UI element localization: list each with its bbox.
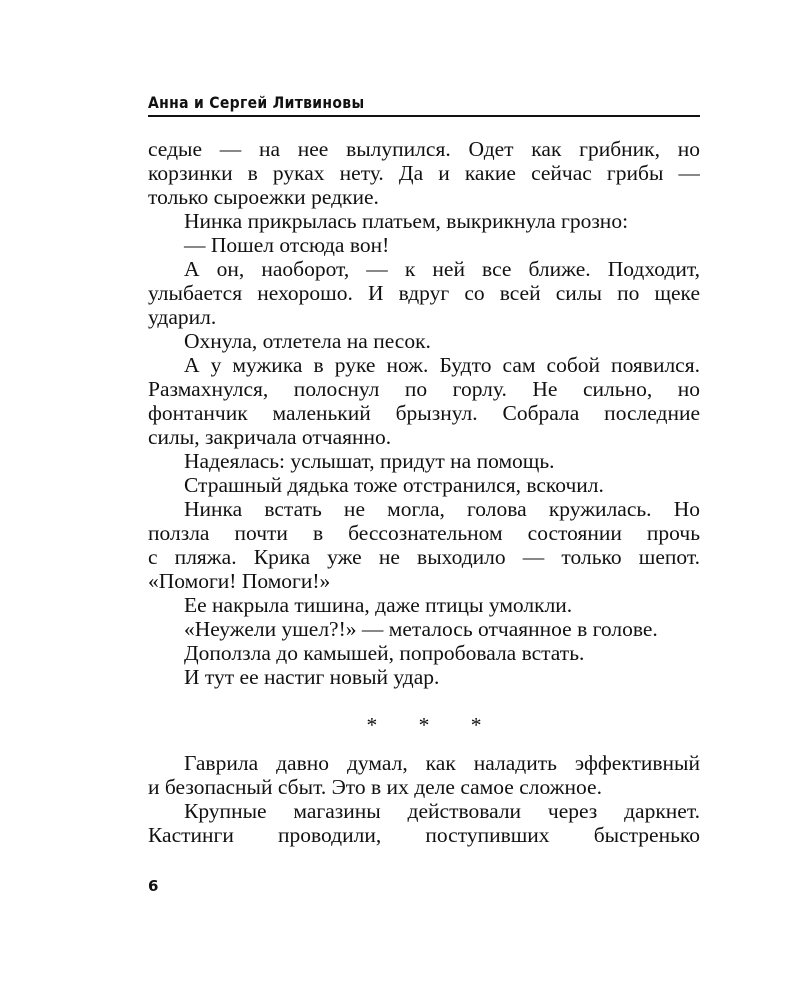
text-line: Надеялась: услышат, придут на помощь. [184,449,555,473]
text-line: А он, наоборот, — к ней все ближе. Подходит, [184,257,700,281]
page-number: 6 [148,877,159,895]
text-line: Нинка прикрылась платьем, выкрикнула грозно: [184,209,629,233]
text-line: Гаврила давно думал, как наладить эффективный [184,751,700,775]
text-line: А у мужика в руке нож. Будто сам собой появился. [184,353,700,377]
text-line: Охнула, отлетела на песок. [184,329,431,353]
text-line: Ее накрыла тишина, даже птицы умолкли. [184,593,573,617]
text-line: седые — на нее вылупился. Одет как грибник, но [148,137,700,161]
text-line: ползла почти в бессознательном состоянии прочь [148,521,700,545]
body-text [148,137,700,847]
text-line: силы, закричала отчаянно. [148,425,392,449]
text-line: «Неужели ушел?!» — металось отчаянное в голове. [184,617,658,641]
text-line: «Помоги! Помоги!» [148,569,331,593]
text-line: и безопасный сбыт. Это в их деле самое сложное. [148,775,602,799]
text-line: Размахнулся, полоснул по горлу. Не сильно, но [148,377,700,401]
text-line: — Пошел отсюда вон! [184,233,390,257]
running-head: Анна и Сергей Литвиновы [148,94,365,113]
text-line: Кастинги проводили, поступивших быстренько [148,823,700,847]
text-line: ударил. [148,305,217,329]
text-line: И тут ее настиг новый удар. [184,665,440,689]
text-line: улыбается нехорошо. И вдруг со всей силы по щеке [148,281,700,305]
text-line: Доползла до камышей, попробовала встать. [184,641,585,665]
text-line: фонтанчик маленький брызнул. Собрала последние [148,401,700,425]
text-line: Нинка встать не могла, голова кружилась. Но [184,497,700,521]
section-spacer [148,689,700,713]
text-line: Крупные магазины действовали через даркнет. [184,799,700,823]
header-rule [148,115,700,117]
section-spacer [148,737,700,751]
text-line: Страшный дядька тоже отстранился, вскочил. [184,473,604,497]
text-line: с пляжа. Крика уже не выходило — только шепот. [148,545,700,569]
text-line: только сыроежки редкие. [148,185,379,209]
text-line: корзинки в руках нету. Да и какие сейчас грибы — [148,161,700,185]
section-break: * * * [366,713,500,737]
